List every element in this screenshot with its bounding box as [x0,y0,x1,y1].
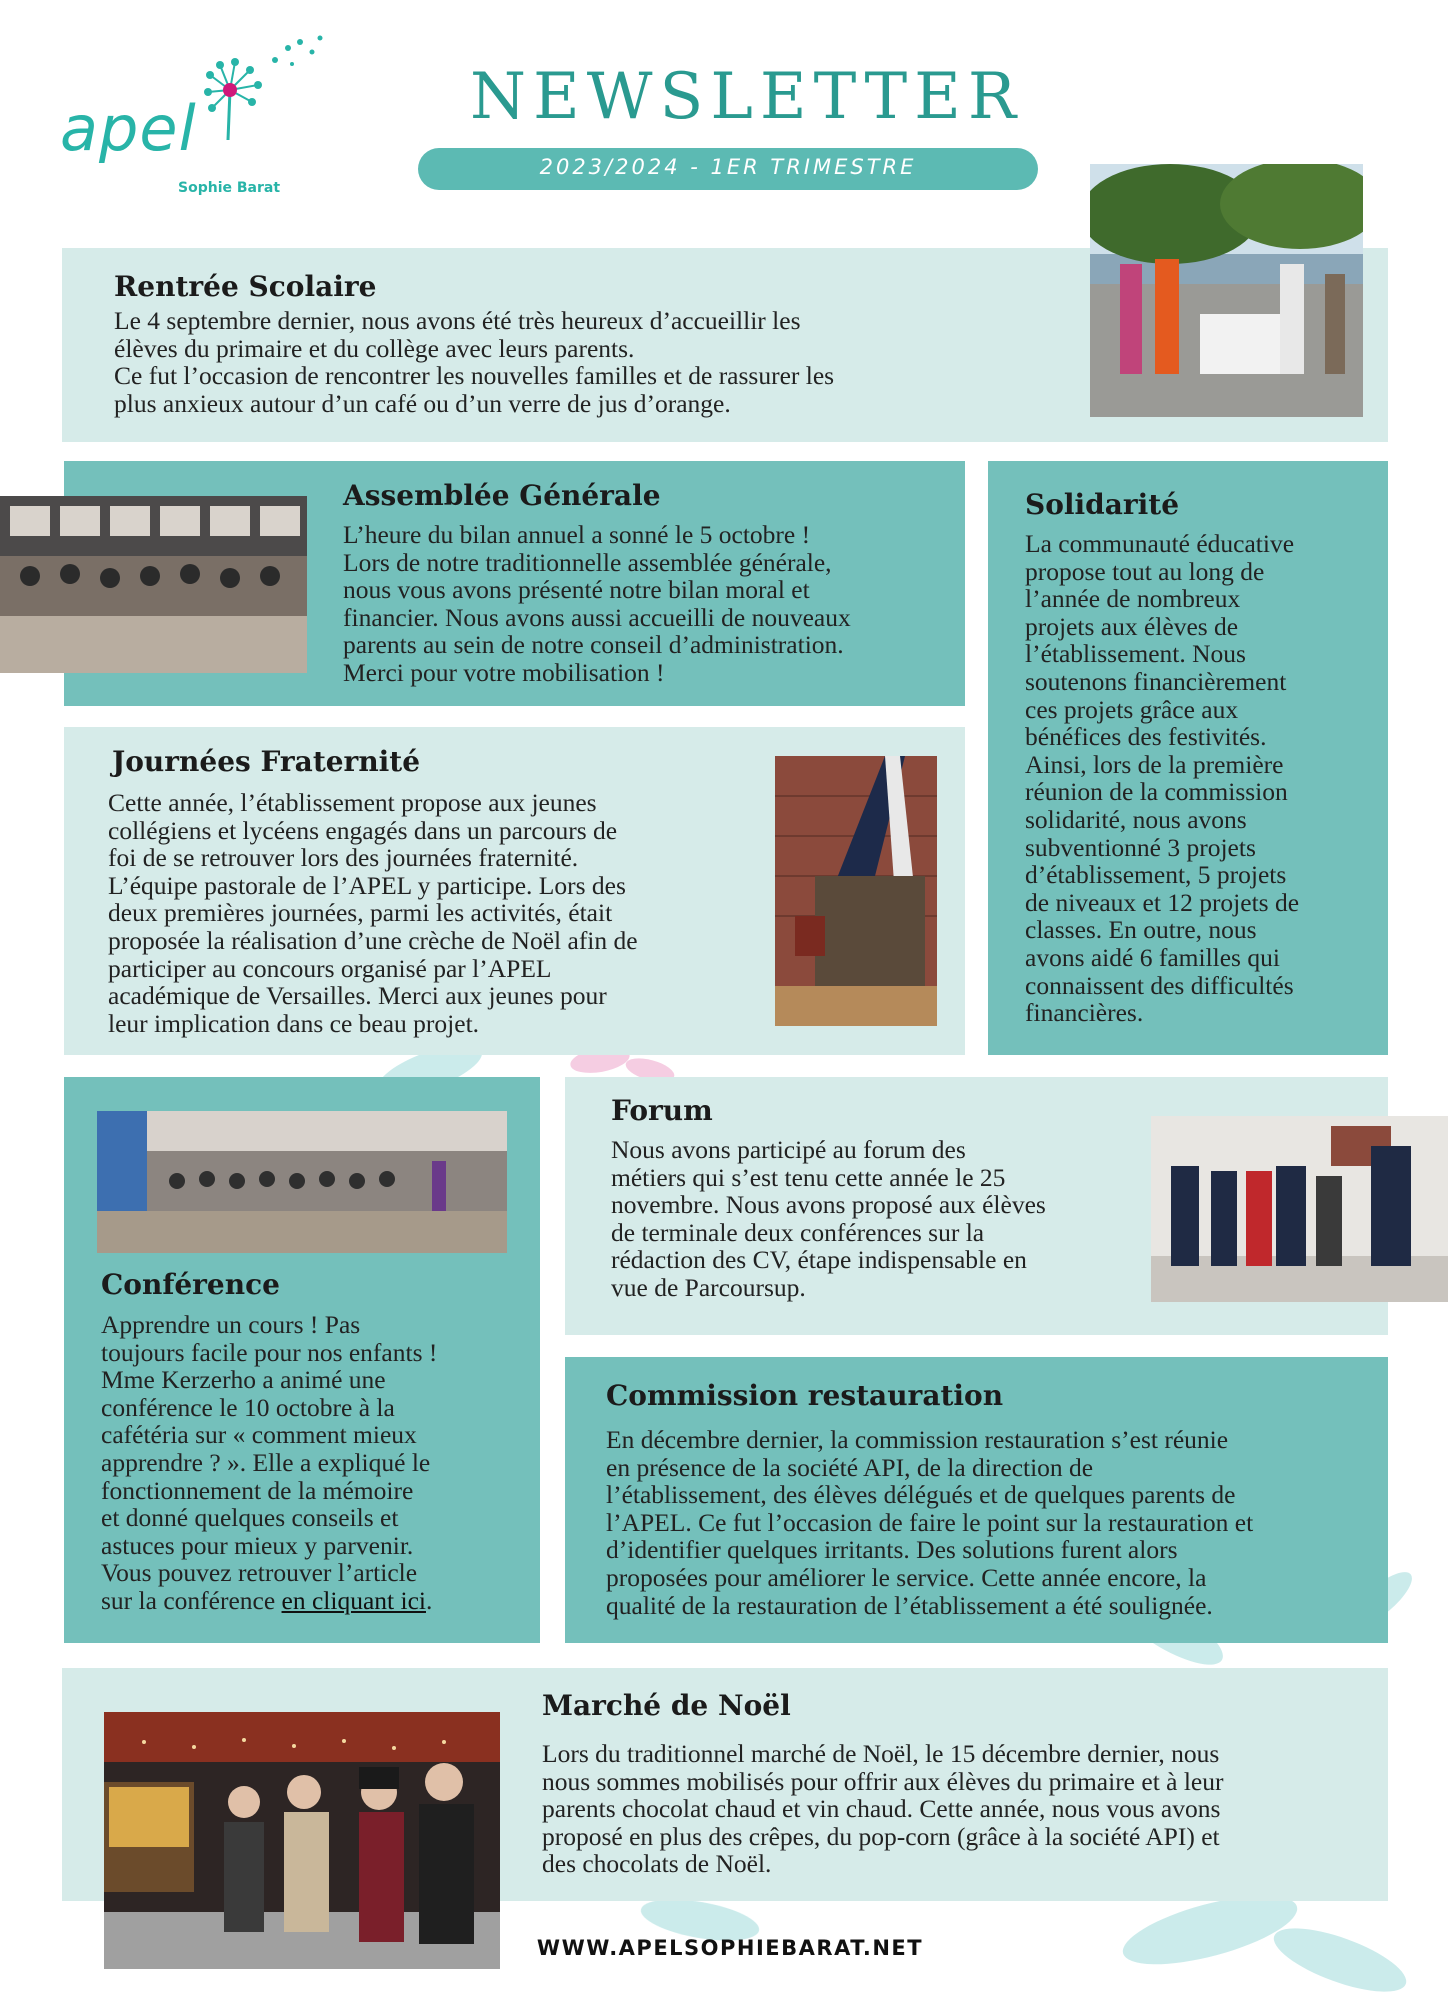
rentree-title: Rentrée Scolaire [114,270,377,303]
conference-title: Conférence [101,1268,280,1301]
marche-photo [104,1712,500,1969]
forum-photo [1151,1116,1448,1302]
fraternite-photo [775,756,937,1026]
apel-logo[interactable] [60,30,290,200]
rentree-text: Le 4 septembre dernier, nous avons été très heureux d’accueillir les élèves du primaire et du collège avec leurs parents. Ce fut l’occasion de rencontrer les nouvelles familles et de rassurer les plus anxieux autour d’un café ou d’un verre de jus d’orange. [114,306,835,418]
restauration-title: Commission restauration [606,1379,1004,1412]
fraternite-text: Cette année, l’établissement propose aux jeunes collégiens et lycéens engagés dans un parcours de foi de se retrouver lors des journées fraternité. L’équipe pastorale de l’APEL y participe. Lors des deux premières journées, parmi les activités, était proposée la réalisation d’une crèche de Noël afin de participer au concours organisé par l’APEL académique de Versailles. Merci aux jeunes pour leur implication dans ce beau projet. [108,788,638,1038]
solidarite-title: Solidarité [1025,488,1180,521]
conference-photo [97,1111,507,1253]
conference-text: Apprendre un cours ! Pas toujours facile pour nos enfants ! Mme Kerzerho a animé une conférence le 10 octobre à la cafétéria sur « comment mieux apprendre ? ». Elle a expliqué le fonctionnement de la mémoire et donné quelques conseils et astuces pour mieux y parvenir. Vous pouvez retrouver l’article sur la conférence en cliquant ici. [101,1310,438,1615]
assemblee-text: L’heure du bilan annuel a sonné le 5 octobre ! Lors de notre traditionnelle assemblée générale, nous vous avons présenté notre bilan moral et financier. Nous avons aussi accueilli de nouveaux parents au sein de notre conseil d’administration. Merci pour votre mobilisation ! [343,520,851,687]
marche-text: Lors du traditionnel marché de Noël, le 15 décembre dernier, nous nous sommes mobilisés pour offrir aux élèves du primaire et à leur parents chocolat chaud et vin chaud. Cette année, nous vous avons proposé en plus des crêpes, du pop-corn (grâce à la société API) et des chocolats de Noël. [542,1739,1224,1879]
marche-title: Marché de Noël [542,1689,791,1722]
assemblee-photo [0,496,307,673]
article-link[interactable]: en cliquant ici [281,1585,426,1615]
forum-text: Nous avons participé au forum des métiers qui s’est tenu cette année le 25 novembre. Nous avons proposé aux élèves de terminale deux conférences sur la rédaction des CV, étape indispensable en vue de Parcoursup. [611,1135,1046,1302]
period-text: 2023/2024 - 1ER TRIMESTRE [539,155,917,179]
solidarite-text: La communauté éducative propose tout au long de l’année de nombreux projets aux élèves de l’établissement. Nous soutenons financièrement ces projets grâce aux bénéfices des festivités. Ainsi, lors de la première réunion de la commission solidarité, nous avons subventionné 3 projets d’établissement, 5 projets de niveaux et 12 projets de classes. En outre, nous avons aidé 6 familles qui connaissent des difficultés financières. [1025,529,1300,1028]
rentree-photo [1090,164,1363,417]
fraternite-title: Journées Fraternité [112,745,421,778]
newsletter-title: NEWSLETTER [470,60,1024,134]
assemblee-title: Assemblée Générale [343,479,661,512]
logo-subtitle: Sophie Barat [178,180,281,196]
forum-title: Forum [611,1094,713,1127]
website-link[interactable]: WWW.APELSOPHIEBARAT.NET [536,1936,924,1960]
restauration-text: En décembre dernier, la commission restauration s’est réunie en présence de la société API, de la direction de l’établissement, des élèves délégués et de quelques parents de l’APEL. Ce fut l’occasion de faire le point sur la restauration et d’identifier quelques irritants. Des solutions furent alors proposées pour améliorer le service. Cette année encore, la qualité de la restauration de l’établissement a été soulignée. [606,1425,1254,1620]
logo-text: apel [60,92,197,165]
